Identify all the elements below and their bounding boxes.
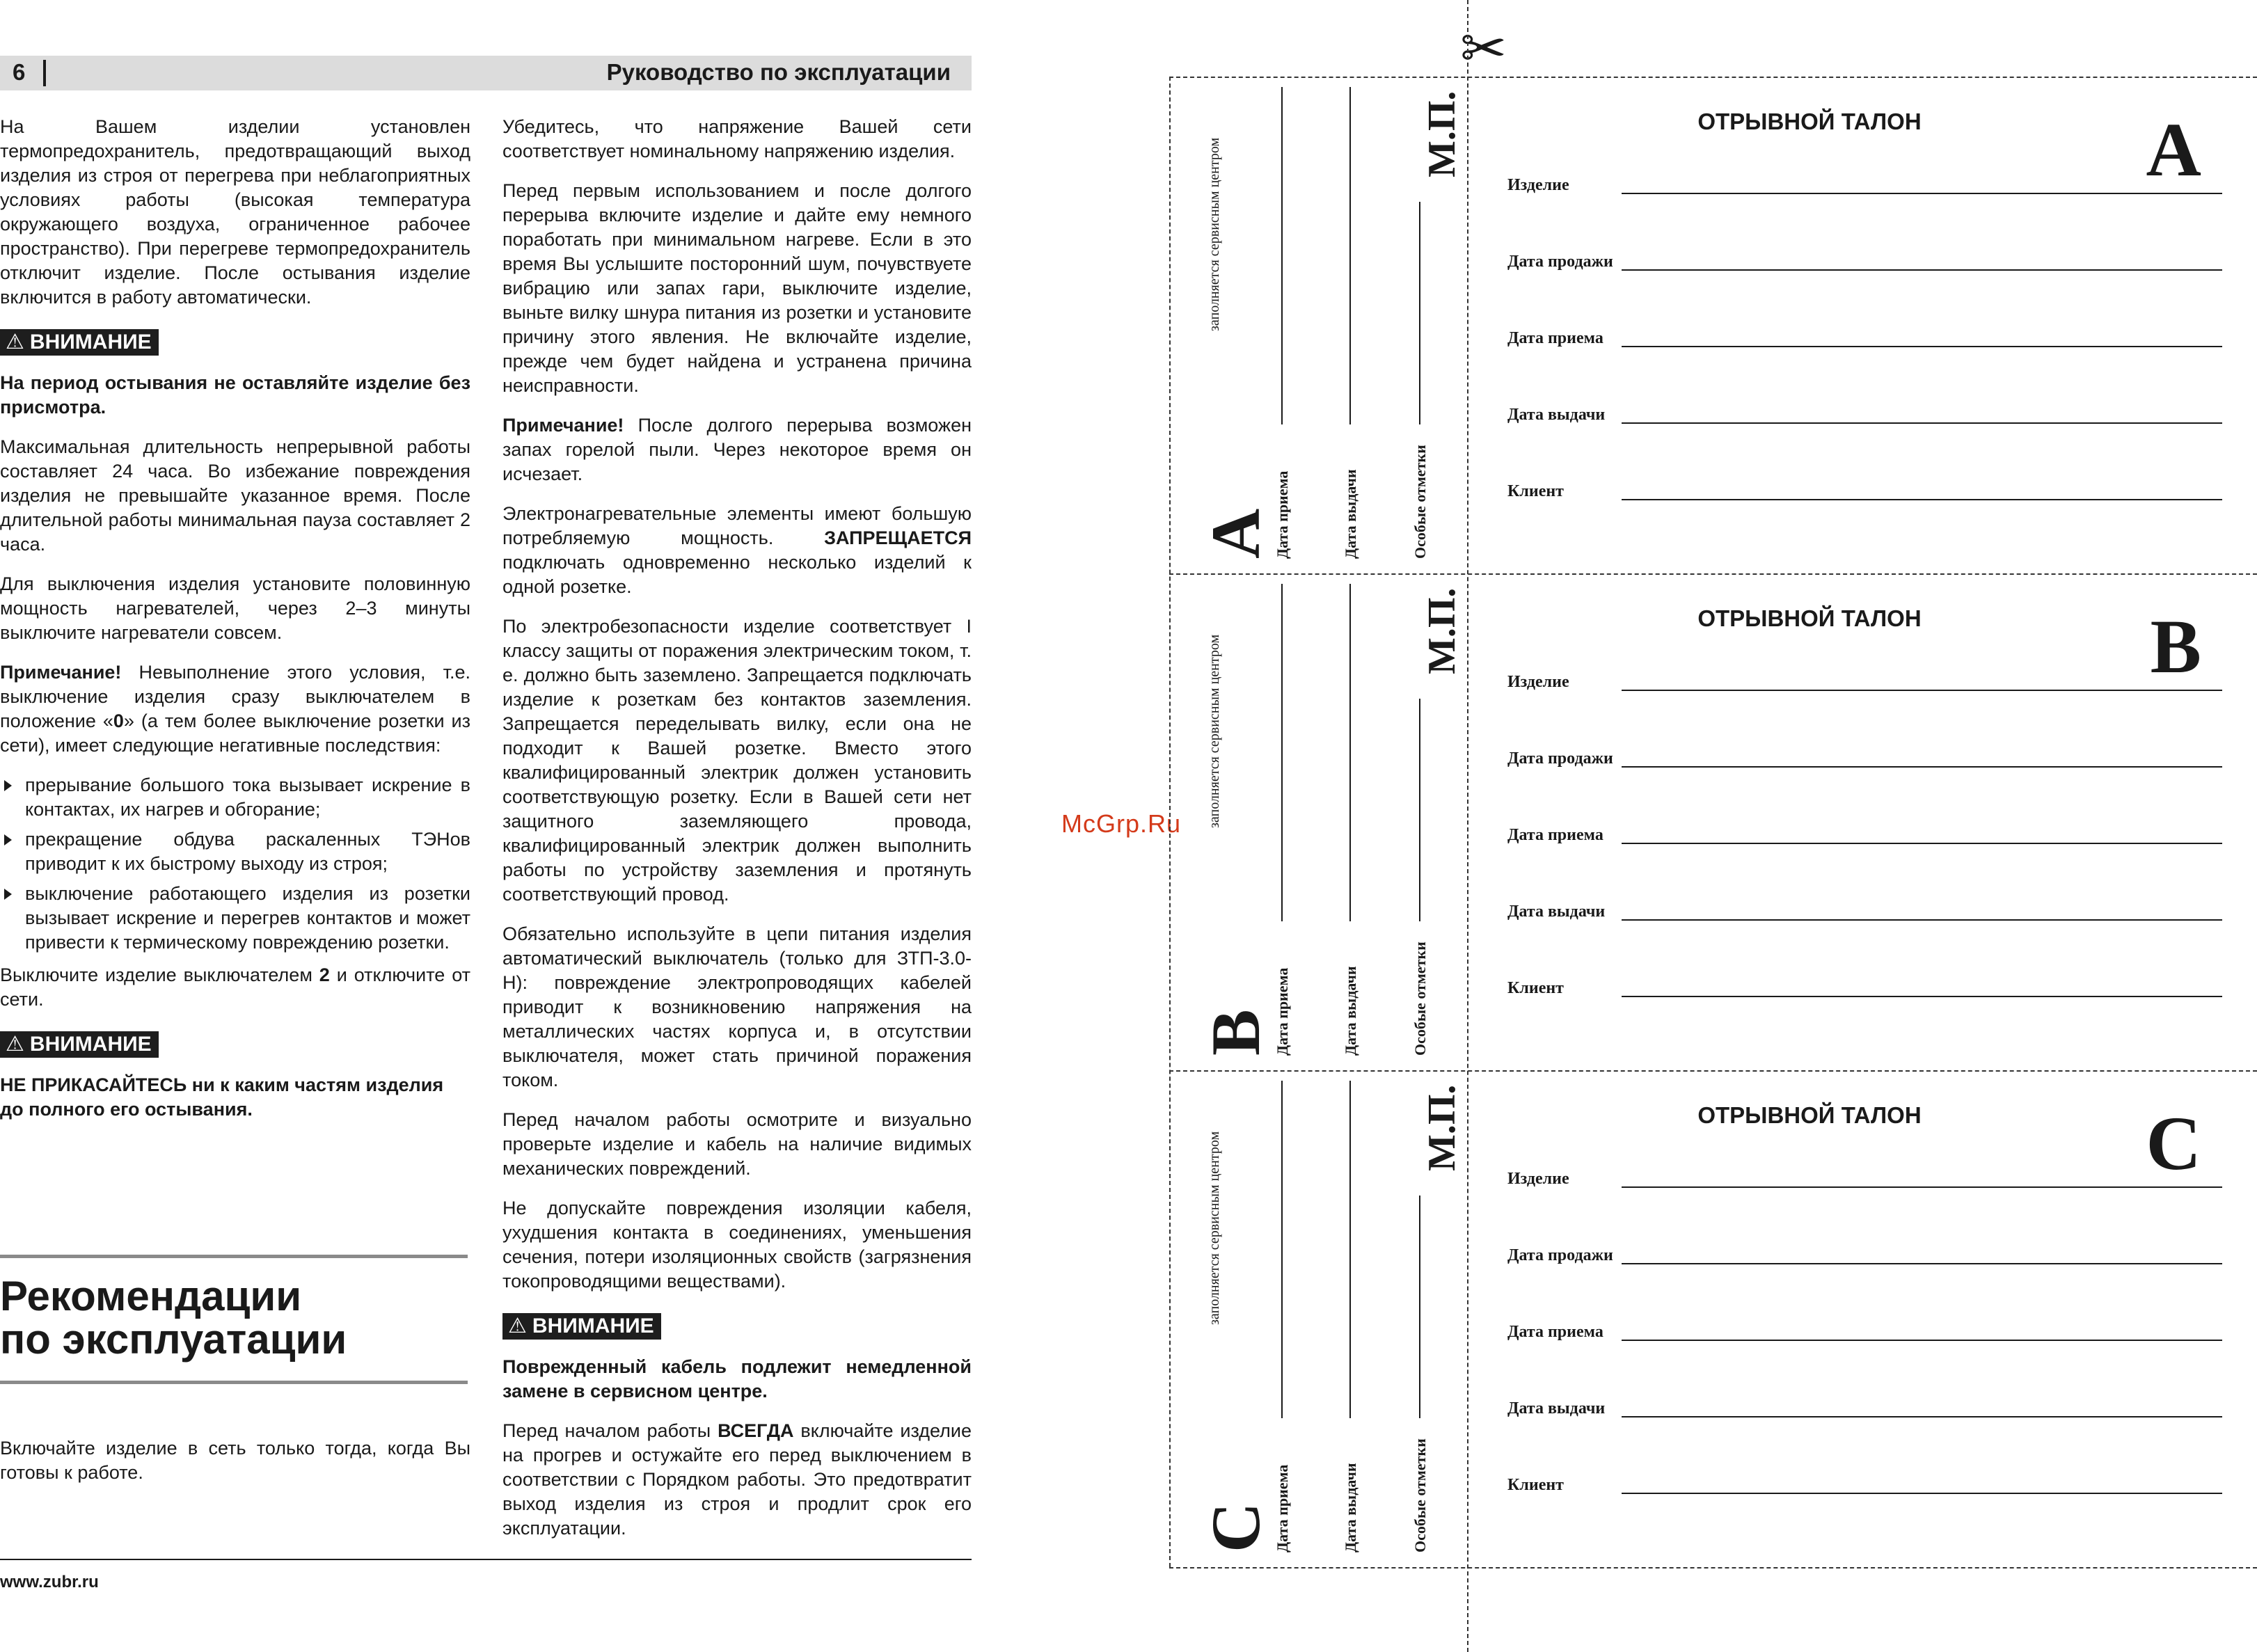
coupon-field-label: Изделие [1507,176,1569,194]
warning-badge: ⚠ ВНИМАНИЕ [0,329,159,356]
list-item: прекращение обдува раскаленных ТЭНов приводит к их быстрому выходу из строя; [0,827,470,876]
stub-notes-label: Особые отметки [1411,942,1429,1056]
warning-badge: ⚠ ВНИМАНИЕ [0,1031,159,1058]
stamp-label: М.П. [1420,587,1464,674]
switch-off-instruction: Выключите изделие выключателем 2 и отключите от сети. [0,964,470,1010]
footer-rule [0,1559,972,1560]
stub-field-line [1349,87,1351,424]
stub-field-line [1419,699,1420,921]
stub-date-in-label: Дата приема [1274,1464,1291,1552]
coupon-letter: C [2146,1101,2201,1186]
warmup-paragraph: Перед началом работы ВСЕГДА включайте изделие на прогрев и остужайте его перед выключением в соответствии с Порядком работы. Это предотвратит выход изделия из строя и продлит срок его эксплуатации. [502,1420,972,1539]
coupon-field-label: Дата выдачи [1507,406,1606,424]
section-top-rule [0,1255,468,1258]
stub-letter: B [1197,1009,1274,1056]
scissors-icon: ✂ [1460,17,1507,79]
stub-field-line [1281,1081,1283,1418]
coupon-field-line[interactable] [1622,766,2222,768]
tear-off-coupon-b [1169,573,2257,1070]
stub-notes-label: Особые отметки [1411,445,1429,559]
warning-text: Поврежденный кабель подлежит немедленной замене в сервисном центре. [502,1356,972,1401]
list-item: выключение работающего изделия из розетки вызывает искрение и перегрев контактов и может привести к термическому повреждению розетки. [0,882,470,955]
stub-field-line [1419,1196,1420,1418]
coupon-field-line[interactable] [1622,269,2222,271]
voltage-paragraph: Убедитесь, что напряжение Вашей сети соответствует номинальному напряжению изделия. [502,116,972,161]
coupon-title: ОТРЫВНОЙ ТАЛОН [1697,605,1922,631]
coupon-field-line[interactable] [1622,690,2222,691]
coupon-field-line[interactable] [1622,193,2222,194]
stub-notes-label: Особые отметки [1411,1438,1429,1552]
warning-badge: ⚠ ВНИМАНИЕ [502,1313,661,1340]
stub-field-line [1349,584,1351,921]
cable-paragraph: Не допускайте повреждения изоляции кабеля, ухудшения контакта в соединениях, уменьшения сечения, потери изоляционных свойств (загрязнения токопроводящими веществами). [502,1198,972,1292]
switch-off-paragraph: Для выключения изделия установите половинную мощность нагревателей, через 2–3 минуты выключите нагреватели совсем. [0,573,470,643]
thermal-fuse-paragraph: На Вашем изделии установлен термопредохранитель, предотвращающий выход изделия из строя от перегрева при неблагоприятных условиях работы (высокая температура окружающего воздуха, ограниченное рабочее пространство). При перегреве термопредохранитель отключит изделие. После остывания изделие включится в работу автоматически. [0,116,470,308]
watermark: McGrp.Ru [1061,809,1182,838]
manual-title: Руководство по эксплуатации [606,59,951,85]
coupon-field-line[interactable] [1622,1416,2222,1417]
electrical-safety-paragraph: По электробезопасности изделие соответствует I классу защиты от поражения электрическим током, т. е. должно быть заземлено. Запрещается подключать изделие к розеткам без контактов заземления. Запрещается переделывать вилку, если она не подходит к Вашей розетке. Вместо этого квалифицированный электрик должен установить соответствующую розетку. Если в Вашей сети нет защитного заземляющего провода, квалифицированный электрик должен выполнить работы по устройству заземления и протянуть соответствующий провод. [502,616,972,905]
stub-date-in-label: Дата приема [1274,967,1291,1056]
recommendation-paragraph: Включайте изделие в сеть только тогда, когда Вы готовы к работе. [0,1438,470,1483]
note-paragraph: Примечание! После долгого перерыва возможен запах горелой пыли. Через некоторое время он исчезает. [502,415,972,484]
coupon-field-line[interactable] [1622,996,2222,997]
stamp-label: М.П. [1420,90,1464,177]
warning-triangle-icon: ⚠ [6,331,24,354]
coupon-field-line[interactable] [1622,422,2222,424]
coupon-letter: A [2146,107,2201,192]
stub-letter: A [1197,508,1274,559]
coupon-letter: B [2150,604,2201,689]
warning-triangle-icon: ⚠ [6,1033,24,1056]
coupon-title: ОТРЫВНОЙ ТАЛОН [1697,109,1922,134]
consequences-list [0,773,470,955]
coupon-field-label: Дата продажи [1507,253,1613,271]
tear-off-coupon-c [1169,1070,2257,1567]
stub-date-out-label: Дата выдачи [1342,1463,1359,1552]
coupon-field-label: Дата приема [1507,329,1603,347]
coupon-field-label: Дата выдачи [1507,903,1606,921]
stamp-label: М.П. [1420,1084,1464,1171]
stub-field-line [1281,87,1283,424]
coupon-field-line[interactable] [1622,843,2222,844]
stub-date-in-label: Дата приема [1274,470,1291,559]
coupon-field-line[interactable] [1622,346,2222,347]
stub-service-label: заполняется сервисным центром [1207,634,1222,828]
left-column [0,115,470,1137]
coupon-field-label: Дата продажи [1507,1246,1613,1264]
page-header [0,56,972,90]
coupon-field-line[interactable] [1622,1493,2222,1494]
stub-service-label: заполняется сервисным центром [1207,137,1222,331]
website-link[interactable]: www.zubr.ru [0,1573,99,1591]
warning-triangle-icon: ⚠ [508,1315,527,1337]
page-number: 6 [13,59,26,85]
header-divider [43,60,46,86]
coupon-field-label: Изделие [1507,1170,1569,1188]
circuit-breaker-paragraph: Обязательно используйте в цепи питания изделия автоматический выключатель (только для ЗТП-3.0-Н): повреждение электропроводящих кабелей приводит к возникновению напряжения на металлических частях корпуса и, в отсутствии выключателя, может стать причиной поражения током. [502,923,972,1090]
stub-date-out-label: Дата выдачи [1342,469,1359,559]
coupon-field-label: Клиент [1507,1476,1564,1494]
max-duration-paragraph: Максимальная длительность непрерывной работы составляет 24 часа. Во избежание повреждения изделия не превышайте указанное время. После длительной работы минимальная пауза составляет 2 часа. [0,436,470,555]
stub-field-line [1281,584,1283,921]
coupon-field-label: Дата приема [1507,1323,1603,1341]
stub-date-out-label: Дата выдачи [1342,966,1359,1056]
coupon-title: ОТРЫВНОЙ ТАЛОН [1697,1102,1922,1128]
recommendation-text-block [0,1436,470,1500]
coupon-field-line[interactable] [1622,1263,2222,1264]
coupon-field-line[interactable] [1622,1340,2222,1341]
coupon-field-label: Изделие [1507,673,1569,691]
coupon-field-label: Дата продажи [1507,749,1613,768]
coupon-field-label: Клиент [1507,482,1564,500]
stub-field-line [1349,1081,1351,1418]
middle-column [502,115,972,1556]
warning-text: На период остывания не оставляйте изделие без присмотра. [0,372,470,418]
section-heading: Рекомендации по эксплуатации [0,1273,347,1363]
section-bottom-rule [0,1381,468,1384]
coupon-field-line[interactable] [1622,919,2222,921]
warning-text: НЕ ПРИКАСАЙТЕСЬ ни к каким частям изделия до полного его остывания. [0,1074,444,1120]
coupon-field-label: Дата приема [1507,826,1603,844]
coupon-field-line[interactable] [1622,1186,2222,1188]
note-paragraph: Примечание! Невыполнение этого условия, т.е. выключение изделия сразу выключателем в положение «0» (а тем более выключение розетки из сети), имеет следующие негативные последствия: [0,662,470,756]
list-item: прерывание большого тока вызывает искрение в контактах, их нагрев и обгорание; [0,773,470,822]
tear-off-coupon-a [1169,77,2257,573]
coupon-field-label: Дата выдачи [1507,1399,1606,1417]
stub-field-line [1419,202,1420,424]
power-paragraph: Электронагревательные элементы имеют большую потребляемую мощность. ЗАПРЕЩАЕТСЯ подключать одновременно несколько изделий к одной розетке. [502,503,972,597]
coupon-field-line[interactable] [1622,499,2222,500]
coupon-field-label: Клиент [1507,979,1564,997]
cut-line [1169,1567,2257,1568]
stub-letter: C [1197,1502,1274,1552]
first-use-paragraph: Перед первым использованием и после долгого перерыва включите изделие и дайте ему немного поработать при минимальном нагреве. Если в это время Вы услышите посторонний шум, почувствуете вибрацию или запах гари, выключите изделие, выньте вилку шнура питания из розетки и установите причину этого явления. Не включайте изделие, прежде чем будет найдена и устранена причина неисправности. [502,180,972,396]
stub-service-label: заполняется сервисным центром [1207,1131,1222,1325]
inspection-paragraph: Перед началом работы осмотрите и визуально проверьте изделие и кабель на наличие видимых механических повреждений. [502,1109,972,1179]
